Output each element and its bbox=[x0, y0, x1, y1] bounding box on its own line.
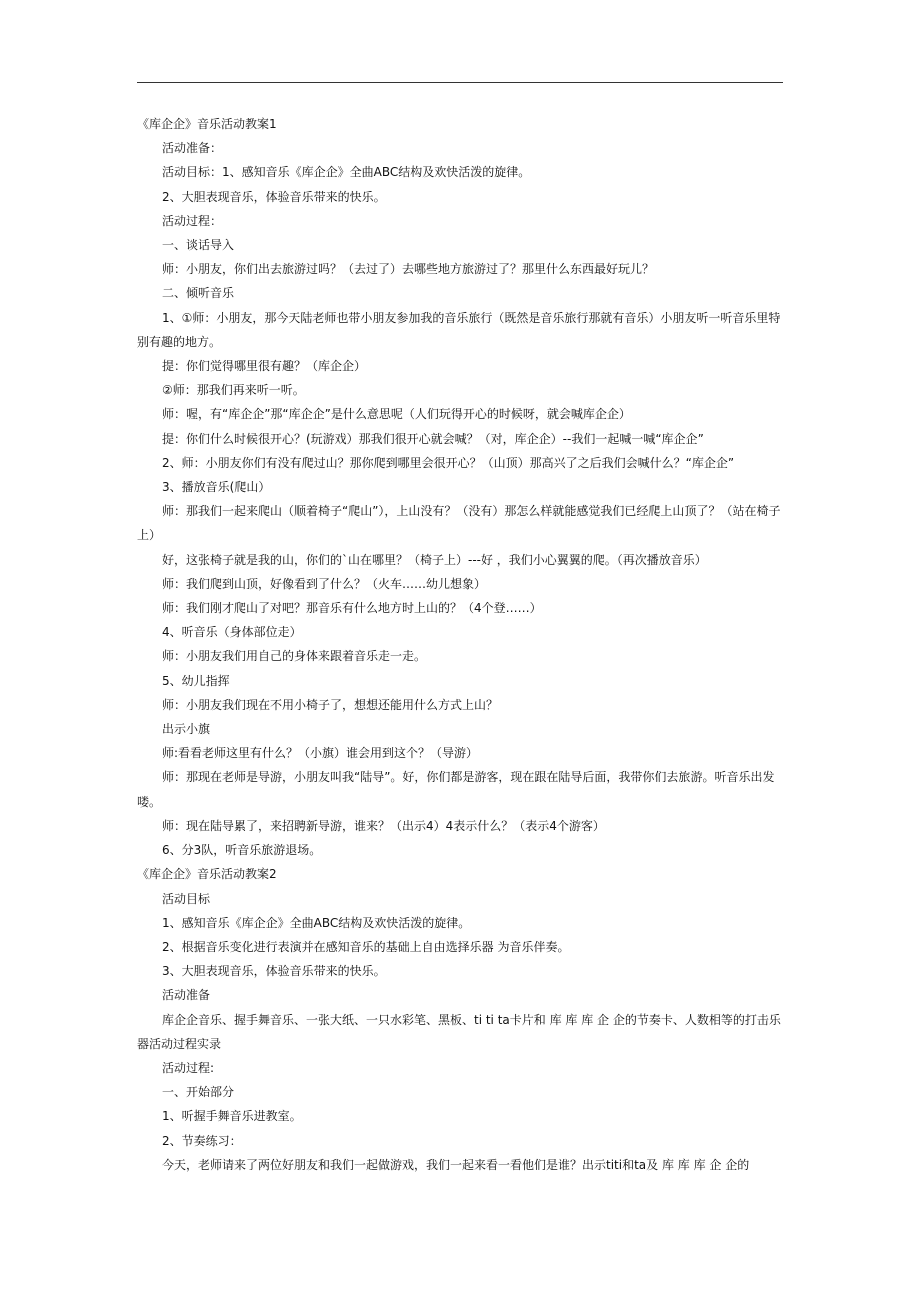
doc-title-2: 《库企企》音乐活动教案2 bbox=[137, 867, 277, 882]
paragraph: 2、师：小朋友你们有没有爬过山？那你爬到哪里会很开心？（山顶）那高兴了之后我们会喊什么？“库企企” bbox=[162, 455, 735, 470]
paragraph: 活动准备 bbox=[162, 988, 211, 1003]
paragraph: 2、节奏练习： bbox=[162, 1133, 242, 1148]
header-rule bbox=[137, 82, 783, 83]
paragraph: 提：你们觉得哪里很有趣？（库企企） bbox=[162, 359, 367, 374]
paragraph: 今天，老师请来了两位好朋友和我们一起做游戏，我们一起来看一看他们是谁？出示titi和ta及 库 库 库 企 企的 bbox=[162, 1157, 750, 1172]
paragraph: 师：小朋友，你们出去旅游过吗？（去过了）去哪些地方旅游过了？那里什么东西最好玩儿？ bbox=[162, 262, 655, 277]
paragraph: 师：喔，有“库企企”那“库企企”是什么意思呢（人们玩得开心的时候呀，就会喊库企企） bbox=[162, 407, 631, 422]
paragraph: 师：现在陆导累了，来招聘新导游，谁来？（出示4）4表示什么？（表示4个游客） bbox=[162, 818, 605, 833]
paragraph: 6、分3队，听音乐旅游退场。 bbox=[162, 843, 322, 858]
paragraph: 师：小朋友我们现在不用小椅子了，想想还能用什么方式上山？ bbox=[162, 697, 499, 712]
paragraph: 活动过程： bbox=[162, 213, 223, 228]
paragraph: 活动目标：1、感知音乐《库企企》全曲ABC结构及欢快活泼的旋律。 bbox=[162, 165, 531, 180]
paragraph: 4、听音乐（身体部位走） bbox=[162, 625, 302, 640]
paragraph: 师：那我们一起来爬山（顺着椅子“爬山”），上山没有？（没有）那怎么样就能感觉我们已经爬上山顶了？（站在椅子上） bbox=[137, 504, 781, 543]
paragraph: 库企企音乐、握手舞音乐、一张大纸、一只水彩笔、黑板、ti ti ta卡片和 库 库 库 企 企的节奏卡、人数相等的打击乐器活动过程实录 bbox=[137, 1012, 781, 1051]
paragraph: 1、感知音乐《库企企》全曲ABC结构及欢快活泼的旋律。 bbox=[162, 915, 471, 930]
document-body bbox=[137, 112, 783, 1177]
paragraph: 师:看看老师这里有什么？（小旗）谁会用到这个？（导游） bbox=[162, 746, 479, 761]
paragraph: 1、①师：小朋友，那今天陆老师也带小朋友参加我的音乐旅行（既然是音乐旅行那就有音乐）小朋友听一听音乐里特别有趣的地方。 bbox=[137, 310, 781, 349]
paragraph: 活动准备： bbox=[162, 141, 223, 156]
paragraph: 3、大胆表现音乐，体验音乐带来的快乐。 bbox=[162, 964, 386, 979]
paragraph: 师：小朋友我们用自己的身体来跟着音乐走一走。 bbox=[162, 649, 427, 664]
paragraph: 师：那现在老师是导游，小朋友叫我“陆导”。好，你们都是游客，现在跟在陆导后面，我带你们去旅游。听音乐出发喽。 bbox=[137, 770, 775, 809]
paragraph: 活动目标 bbox=[162, 891, 211, 906]
paragraph: 师：我们刚才爬山了对吧？那音乐有什么地方时上山的？（4个登……） bbox=[162, 601, 542, 616]
paragraph: 提：你们什么时候很开心？(玩游戏）那我们很开心就会喊？（对，库企企）--我们一起喊一喊“库企企” bbox=[162, 431, 704, 446]
paragraph: 师：我们爬到山顶，好像看到了什么？（火车……幼儿想象） bbox=[162, 576, 487, 591]
paragraph: 5、幼儿指挥 bbox=[162, 673, 230, 688]
paragraph: 2、大胆表现音乐，体验音乐带来的快乐。 bbox=[162, 189, 386, 204]
paragraph: ②师：那我们再来听一听。 bbox=[162, 383, 305, 398]
doc-title-1: 《库企企》音乐活动教案1 bbox=[137, 117, 277, 131]
paragraph: 活动过程: bbox=[162, 1060, 215, 1075]
paragraph: 3、播放音乐(爬山） bbox=[162, 480, 271, 495]
paragraph: 好，这张椅子就是我的山，你们的`山在哪里？（椅子上）---好 ，我们小心翼翼的爬。（再次播放音乐） bbox=[162, 552, 707, 567]
paragraph: 出示小旗 bbox=[162, 722, 211, 737]
section-heading: 一、开始部分 bbox=[162, 1085, 235, 1100]
section-heading: 一、谈话导入 bbox=[162, 238, 235, 253]
section-heading: 二、倾听音乐 bbox=[162, 286, 235, 301]
paragraph: 1、听握手舞音乐进教室。 bbox=[162, 1109, 302, 1124]
paragraph: 2、根据音乐变化进行表演并在感知音乐的基础上自由选择乐器 为音乐伴奏。 bbox=[162, 939, 570, 954]
